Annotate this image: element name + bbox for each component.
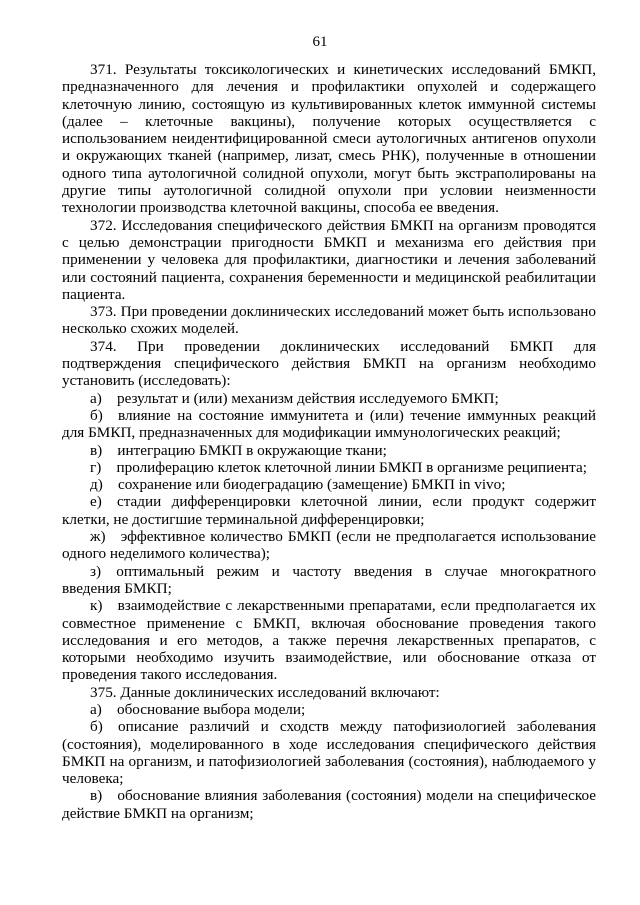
- list-item-375-a: а) обоснование выбора модели;: [90, 700, 306, 718]
- document-body: [62, 61, 596, 822]
- list-item-374-a: а) результат и (или) механизм действия исследуемого БМКП;: [90, 389, 499, 407]
- list-item-375-b: б) описание различий и сходств между патофизиологией заболевания (состояния), моделированного в ходе исследования специфического действия БМКП на организм, и патофизиологией заболевания (состояния), наблюдаемого у человека;: [62, 718, 596, 788]
- page-number: 61: [312, 34, 328, 50]
- list-item-374-zh: ж) эффективное количество БМКП (если не предполагается использование одного неделимого количества);: [62, 528, 596, 563]
- paragraph-373: 373. При проведении доклинических исследований может быть использовано несколько схожих моделей.: [62, 303, 596, 338]
- paragraph-375: 375. Данные доклинических исследований включают:: [90, 683, 440, 701]
- list-item-375-v: в) обоснование влияния заболевания (состояния) модели на специфическое действие БМКП на организм;: [62, 787, 596, 822]
- list-item-374-e: е) стадии дифференцировки клеточной линии, если продукт содержит клетки, не достигшие терминальной дифференцировки;: [62, 493, 596, 528]
- list-item-374-g: г) пролиферацию клеток клеточной линии БМКП в организме реципиента;: [90, 458, 587, 476]
- list-item-374-b: б) влияние на состояние иммунитета и (или) течение иммунных реакций для БМКП, предназначенных для модификации иммунологических реакций;: [62, 406, 596, 442]
- paragraph-371: 371. Результаты токсикологических и кинетических исследований БМКП, предназначенного для лечения и профилактики опухолей и содержащего клеточную линию, состоящую из культивированных клеток иммунной системы (далее – клеточные вакцины), получение которых осуществляется с использованием неидентифицированной смеси аутологичных антигенов опухоли и окружающих тканей (например, лизат, смесь РНК), полученные в отношении одного типа аутологичной солидной опухоли, могут быть экстраполированы на другие типы аутологичной солидной опухоли при условии неизменности технологии производства клеточной вакцины, способа ее введения.: [62, 61, 596, 217]
- paragraph-374: 374. При проведении доклинических исследований БМКП для подтверждения специфического действия БМКП на организм необходимо установить (исследовать):: [62, 337, 596, 390]
- list-item-374-d: д) сохранение или биодеградацию (замещение) БМКП in vivo;: [90, 476, 506, 494]
- list-item-374-v: в) интеграцию БМКП в окружающие ткани;: [90, 441, 387, 459]
- list-item-374-k: к) взаимодействие с лекарственными препаратами, если предполагается их совместное применение с БМКП, включая обоснование проведения такого исследования и его методов, а также перечня лекарственных препаратов, с которыми необходимо изучить взаимодействие, или обоснование отказа от проведения такого исследования.: [62, 597, 596, 684]
- paragraph-372: 372. Исследования специфического действия БМКП на организм проводятся с целью демонстрации пригодности БМКП и механизма его действия при применении у человека для профилактики, диагностики и лечения заболеваний или состояний пациента, сохранения беременности и медицинской реабилитации пациента.: [62, 216, 596, 303]
- list-item-374-z: з) оптимальный режим и частоту введения в случае многократного введения БМКП;: [62, 562, 596, 597]
